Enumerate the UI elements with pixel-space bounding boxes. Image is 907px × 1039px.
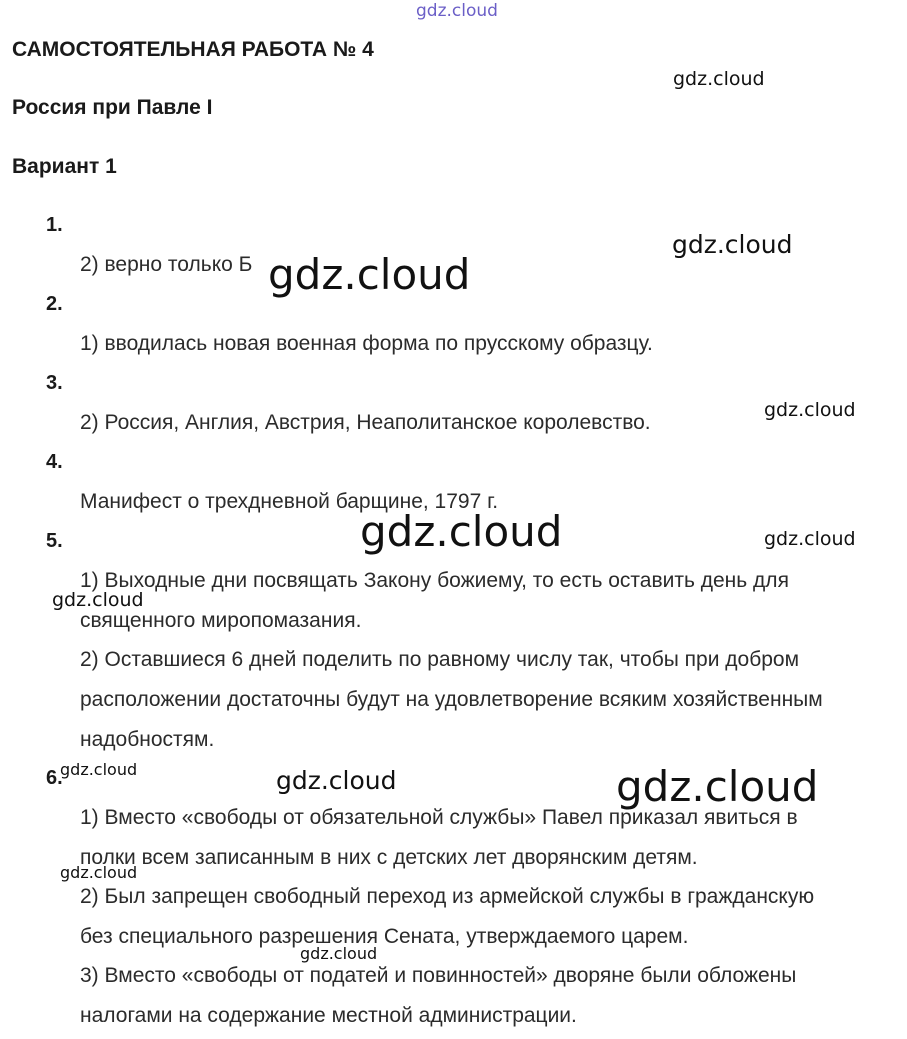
- answer-line: без специального разрешения Сената, утверждаемого царем.: [80, 925, 689, 948]
- answer-number: 4.: [46, 451, 63, 473]
- answer-line: расположении достаточны будут на удовлетворение всяким хозяйственным: [80, 688, 823, 711]
- answer-line: полки всем записанным в них с детских лет дворянским детям.: [80, 846, 698, 869]
- page-subtitle: Россия при Павле I: [12, 96, 213, 119]
- watermark: gdz.cloud: [672, 230, 793, 259]
- watermark: gdz.cloud: [60, 863, 138, 882]
- answer-line: 2) верно только Б: [80, 253, 253, 276]
- answer-line: налогами на содержание местной администрации.: [80, 1004, 577, 1027]
- answer-number: 5.: [46, 530, 63, 552]
- watermark: gdz.cloud: [276, 766, 397, 795]
- variant-label: Вариант 1: [12, 155, 117, 178]
- answer-line: Манифест о трехдневной барщине, 1797 г.: [80, 490, 499, 513]
- watermark: gdz.cloud: [60, 760, 138, 779]
- watermark: gdz.cloud: [416, 1, 498, 21]
- watermark: gdz.cloud: [764, 528, 856, 550]
- answer-line: 1) Выходные дни посвящать Закону божиему, то есть оставить день для: [80, 569, 789, 592]
- watermark: gdz.cloud: [52, 589, 144, 611]
- answer-number: 2.: [46, 293, 63, 315]
- answer-number: 1.: [46, 214, 63, 236]
- watermark: gdz.cloud: [300, 944, 378, 963]
- page-title: САМОСТОЯТЕЛЬНАЯ РАБОТА № 4: [12, 38, 374, 61]
- watermark: gdz.cloud: [616, 762, 819, 811]
- answer-line: надобностям.: [80, 728, 215, 751]
- answer-line: 2) Россия, Англия, Австрия, Неаполитанское королевство.: [80, 411, 651, 434]
- answer-line: 3) Вместо «свободы от податей и повинностей» дворяне были обложены: [80, 964, 797, 987]
- answer-line: священного миропомазания.: [80, 609, 362, 632]
- answer-line: 2) Был запрещен свободный переход из армейской службы в гражданскую: [80, 885, 815, 908]
- watermark: gdz.cloud: [764, 399, 856, 421]
- answer-number: 3.: [46, 372, 63, 394]
- answer-line: 2) Оставшиеся 6 дней поделить по равному числу так, чтобы при добром: [80, 648, 800, 671]
- answer-number: 6.: [46, 767, 63, 789]
- watermark: gdz.cloud: [268, 250, 471, 299]
- answer-line: 1) вводилась новая военная форма по прусскому образцу.: [80, 332, 653, 355]
- answer-line: 1) Вместо «свободы от обязательной службы» Павел приказал явиться в: [80, 806, 798, 829]
- watermark: gdz.cloud: [360, 507, 563, 556]
- watermark: gdz.cloud: [673, 68, 765, 90]
